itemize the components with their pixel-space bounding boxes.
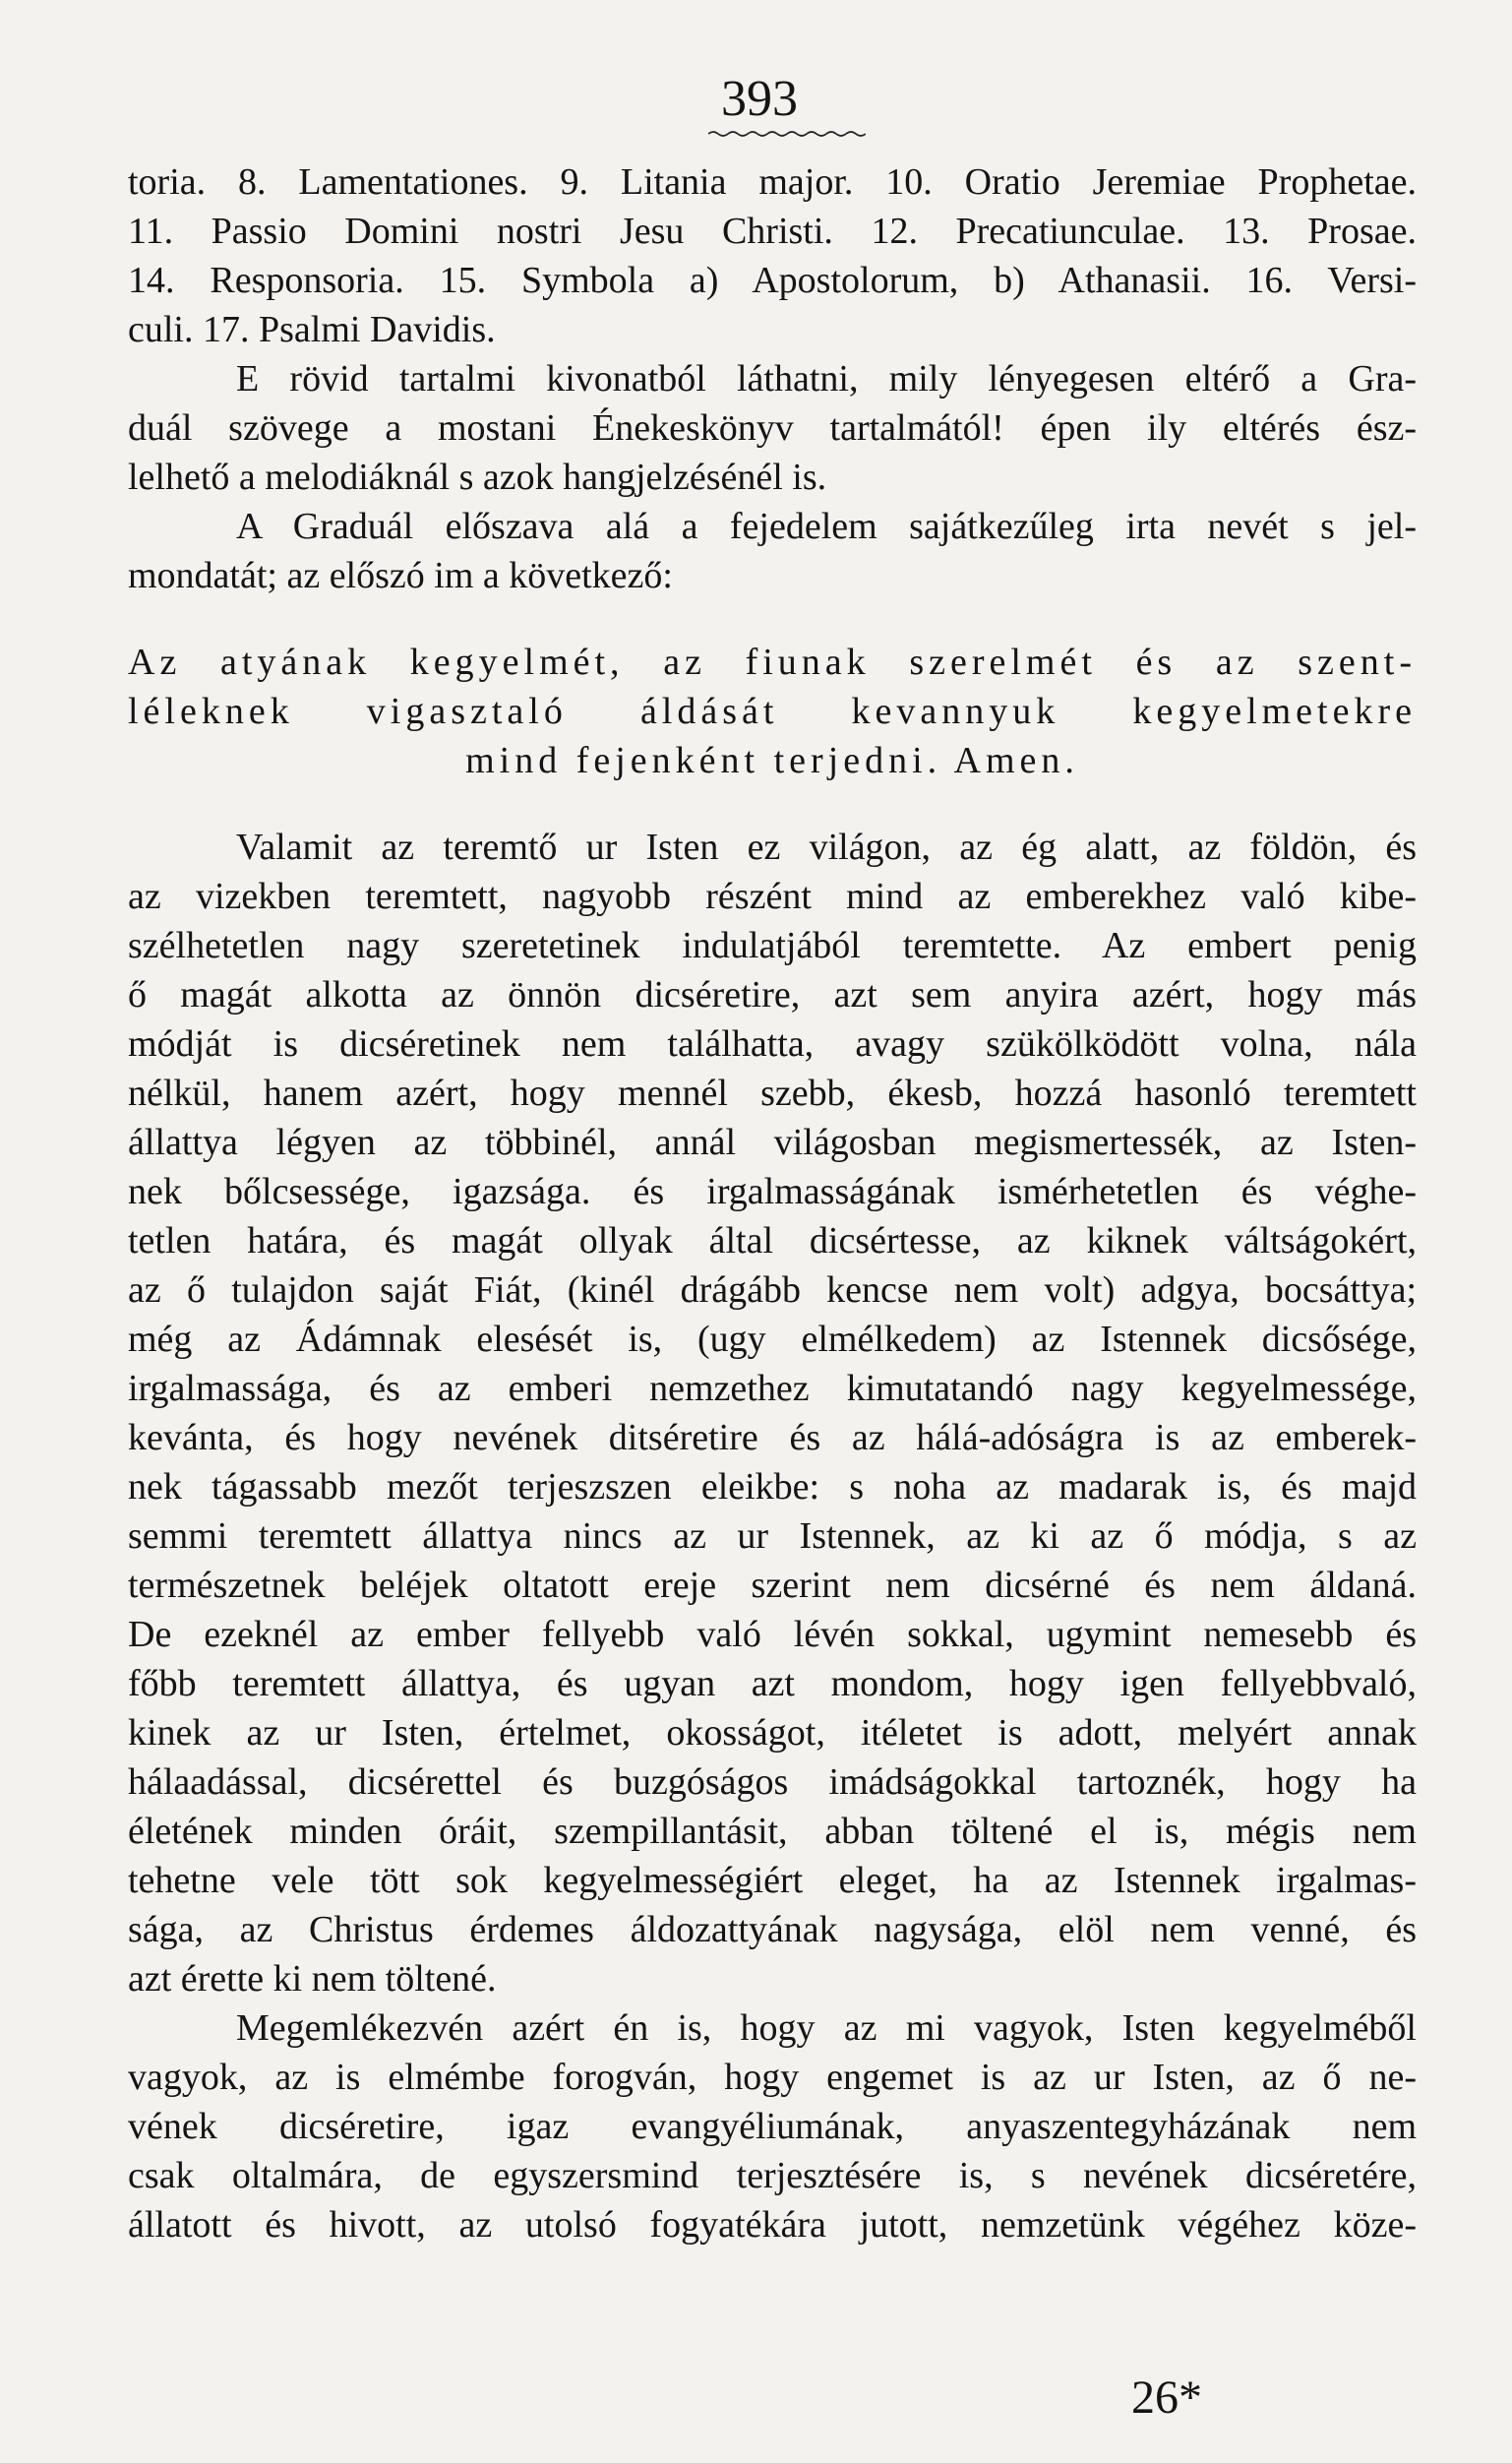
text-line: nek bőlcsessége, igazsága. és irgalmasságának ismérhetetlen és véghe- bbox=[128, 1171, 1417, 1212]
text-line: állatott és hivott, az utolsó fogyatékára jutott, nemzetünk végéhez köze- bbox=[128, 2204, 1417, 2246]
text-line: 14. Responsoria. 15. Symbola a) Apostolorum, b) Athanasii. 16. Versi- bbox=[128, 260, 1417, 301]
text-line: tetlen határa, és magát ollyak által dicsértesse, az kiknek váltságokért, bbox=[128, 1220, 1417, 1262]
text-line: irgalmassága, és az emberi nemzethez kimutatandó nagy kegyelmessége, bbox=[128, 1368, 1417, 1409]
text-line: szélhetetlen nagy szeretetinek indulatjából teremtette. Az embert penig bbox=[128, 925, 1417, 966]
signature-mark: 26* bbox=[1131, 2371, 1202, 2424]
text-line: állattya légyen az többinél, annál világosban megismertessék, az Isten- bbox=[128, 1122, 1417, 1163]
spacer bbox=[128, 785, 1417, 823]
text-line: ő magát alkotta az önnön dicséretire, azt sem anyira azért, hogy más bbox=[128, 974, 1417, 1016]
text-line: Valamit az teremtő ur Isten ez világon, az ég alatt, az földön, és bbox=[236, 827, 1417, 868]
motto-line: mind fejenként terjedni. Amen. bbox=[465, 740, 1079, 781]
text-line: A Graduál előszava alá a fejedelem sajátkezűleg irta nevét s jel- bbox=[236, 506, 1417, 547]
text-line: vagyok, az is elmémbe forogván, hogy engemet is az ur Isten, az ő ne- bbox=[128, 2057, 1417, 2098]
text-line: főbb teremtett állattya, és ugyan azt mondom, hogy igen fellyebbvaló, bbox=[128, 1663, 1417, 1704]
text-line: toria. 8. Lamentationes. 9. Litania major. 10. Oratio Jeremiae Prophetae. bbox=[128, 161, 1417, 203]
motto-line: léleknek vigasztaló áldását kevannyuk kegyelmetekre bbox=[128, 691, 1417, 732]
text-line: Megemlékezvén azért én is, hogy az mi vagyok, Isten kegyelméből bbox=[236, 2007, 1417, 2049]
text-line: tehetne vele tött sok kegyelmességiért eleget, ha az Istennek irgalmas- bbox=[128, 1860, 1417, 1901]
page-number: 393 bbox=[721, 71, 798, 127]
text-line: kinek az ur Isten, értelmet, okosságot, itéletet is adott, melyért annak bbox=[128, 1712, 1417, 1754]
text-line: hálaadással, dicsérettel és buzgóságos imádságokkal tartoznék, hogy ha bbox=[128, 1761, 1417, 1803]
text-line: nélkül, hanem azért, hogy mennél szebb, ékesb, hozzá hasonló teremtett bbox=[128, 1073, 1417, 1114]
text-line: 11. Passio Domini nostri Jesu Christi. 12. Precatiunculae. 13. Prosae. bbox=[128, 211, 1417, 252]
wavy-rule-ornament bbox=[708, 130, 866, 138]
text-line: csak oltalmára, de egyszersmind terjesztésére is, s nevének dicséretére, bbox=[128, 2155, 1417, 2196]
text-line: életének minden óráit, szempillantásit, abban töltené el is, mégis nem bbox=[128, 1811, 1417, 1852]
body-text bbox=[128, 157, 1417, 2249]
text-line: vének dicséretire, igaz evangyéliumának, anyaszentegyházának nem bbox=[128, 2106, 1417, 2147]
text-line: nek tágassabb mezőt terjeszszen eleikbe: s noha az madarak is, és majd bbox=[128, 1466, 1417, 1508]
text-line: az vizekben teremtett, nagyobb részént mind az emberekhez való kibe- bbox=[128, 876, 1417, 917]
text-line: még az Ádámnak elesését is, (ugy elmélkedem) az Istennek dicsősége, bbox=[128, 1319, 1417, 1360]
text-line: De ezeknél az ember fellyebb való lévén sokkal, ugymint nemesebb és bbox=[128, 1614, 1417, 1655]
text-line: semmi teremtett állattya nincs az ur Istennek, az ki az ő módja, s az bbox=[128, 1515, 1417, 1557]
text-line: E rövid tartalmi kivonatból láthatni, mily lényegesen eltérő a Gra- bbox=[236, 358, 1417, 400]
text-line: módját is dicséretinek nem találhatta, avagy szükölködött volna, nála bbox=[128, 1023, 1417, 1065]
text-line: duál szövege a mostani Énekeskönyv tartalmától! épen ily eltérés ész- bbox=[128, 407, 1417, 449]
text-line: sága, az Christus érdemes áldozattyának nagysága, elöl nem venné, és bbox=[128, 1909, 1417, 1950]
text-line: az ő tulajdon saját Fiát, (kinél drágább kencse nem volt) adgya, bocsáttya; bbox=[128, 1269, 1417, 1311]
text-line: azt érette ki nem töltené. bbox=[128, 1958, 497, 2000]
text-line: lelhető a melodiáknál s azok hangjelzésénél is. bbox=[128, 457, 827, 498]
spacer bbox=[128, 600, 1417, 638]
text-line: mondatát; az előszó im a következő: bbox=[128, 555, 673, 596]
text-line: természetnek beléjek oltatott ereje szerint nem dicsérné és nem áldaná. bbox=[128, 1565, 1417, 1606]
text-line: kevánta, és hogy nevének ditséretire és az hálá-adóságra is az emberek- bbox=[128, 1417, 1417, 1458]
motto-line: Az atyának kegyelmét, az fiunak szerelmét és az szent- bbox=[128, 642, 1417, 683]
text-line: culi. 17. Psalmi Davidis. bbox=[128, 309, 496, 350]
